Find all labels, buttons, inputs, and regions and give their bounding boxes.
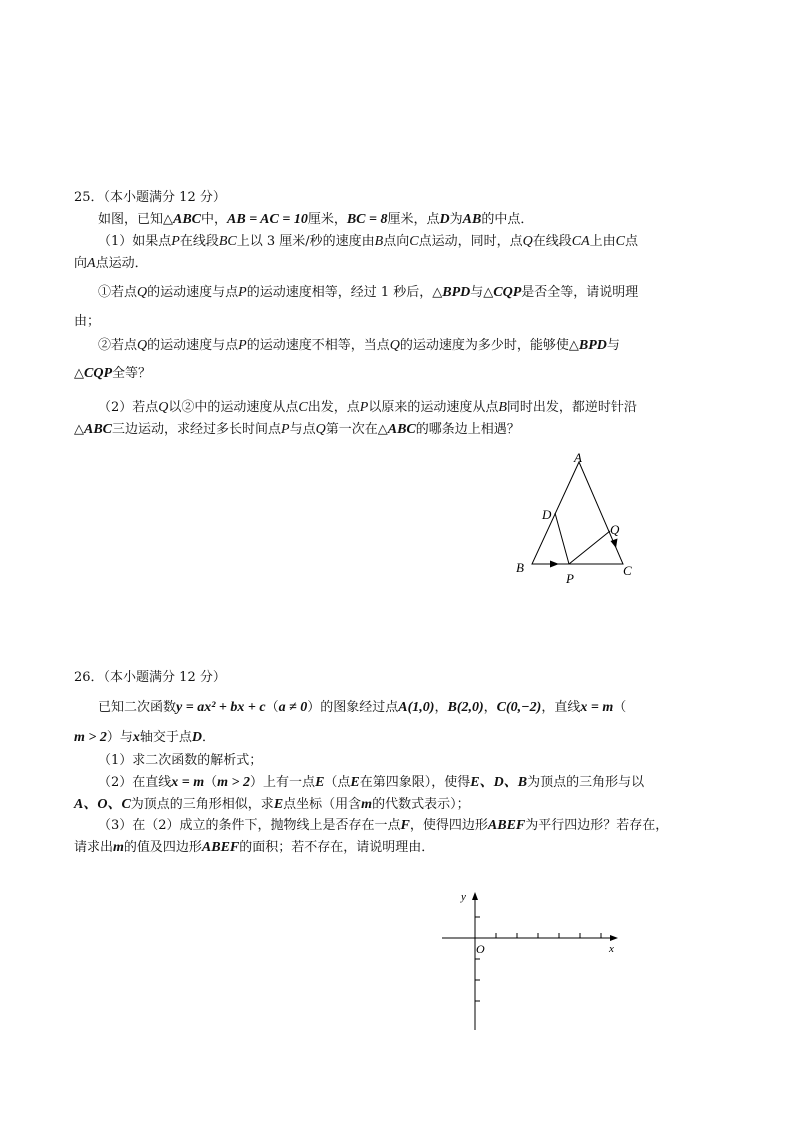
q25-part2-line2: △ABC三边运动，求经过多长时间点P与点Q第一次在△ABC的哪条边上相遇？ [74, 422, 520, 437]
arrow-p [550, 561, 559, 568]
label-p: P [566, 571, 574, 586]
q26-part3-line2: 请求出m的值及四边形ABEF的面积；若不存在，请说明理由． [74, 840, 435, 855]
x-ticks [496, 933, 601, 938]
y-axis-label: y [461, 891, 466, 903]
origin-label: O [476, 942, 485, 956]
q25-sub2-line2: △CQP全等？ [74, 366, 152, 381]
q25-part1-line1: （1）如果点P在线段BC上以 3 厘米/秒的速度由B点向C点运动，同时，点Q在线段CA上由C点 [98, 234, 639, 249]
arrow-q [611, 539, 618, 549]
label-c: C [623, 563, 632, 578]
label-q: Q [610, 522, 620, 537]
q25-sub1-line2: 由； [74, 314, 101, 329]
q26-part2-line2: A、O、C为顶点的三角形相似，求E点坐标（用含m的代数式表示）； [74, 797, 470, 812]
q25-sub1-line1: ①若点Q的运动速度与点P的运动速度相等，经过 1 秒后，△BPD与△CQP是否全等，请说明理 [98, 285, 639, 300]
q26-intro-line1: 已知二次函数y = ax² + bx + c（a ≠ 0）的图象经过点A(1,0)，B(2,0)，C(0,−2)，直线x = m（ [98, 700, 627, 715]
q25-part2-line1: （2）若点Q以②中的运动速度从点C出发，点P以原来的运动速度从点B同时出发，都逆时针沿 [98, 400, 637, 415]
q25-part1-line2: 向A点运动． [74, 256, 148, 271]
q26-intro-line2: m > 2）与x轴交于点D． [74, 730, 216, 745]
q26-part2-line1: （2）在直线x = m（m > 2）上有一点E（点E在第四象限），使得E、D、B为顶点的三角形与以 [98, 775, 645, 790]
label-d: D [542, 507, 552, 522]
y-ticks [475, 917, 480, 1001]
q26-part1: （1）求二次函数的解析式； [98, 753, 263, 768]
segment-dp [555, 513, 569, 564]
q26-header: 26．（本小题满分 12 分） [74, 670, 226, 685]
label-a: A [574, 450, 582, 465]
q25-intro: 如图，已知△ABC中，AB = AC = 10厘米，BC = 8厘米，点D为AB的中点． [98, 212, 534, 227]
q26-part3-line1: （3）在（2）成立的条件下，抛物线上是否存在一点F，使得四边形ABEF为平行四边形？若存在， [98, 818, 669, 833]
q25-sub2-line1: ②若点Q的运动速度与点P的运动速度不相等，当点Q的运动速度为多少时，能够使△BPD与 [98, 338, 620, 353]
y-axis-arrow [472, 892, 478, 900]
triangle-figure [505, 448, 645, 588]
x-axis-label: x [609, 943, 614, 955]
x-axis-arrow [610, 935, 618, 941]
label-b: B [516, 560, 524, 575]
segment-pq [569, 531, 610, 564]
coordinate-axes [436, 884, 626, 1034]
q25-header: 25．（本小题满分 12 分） [74, 190, 226, 205]
